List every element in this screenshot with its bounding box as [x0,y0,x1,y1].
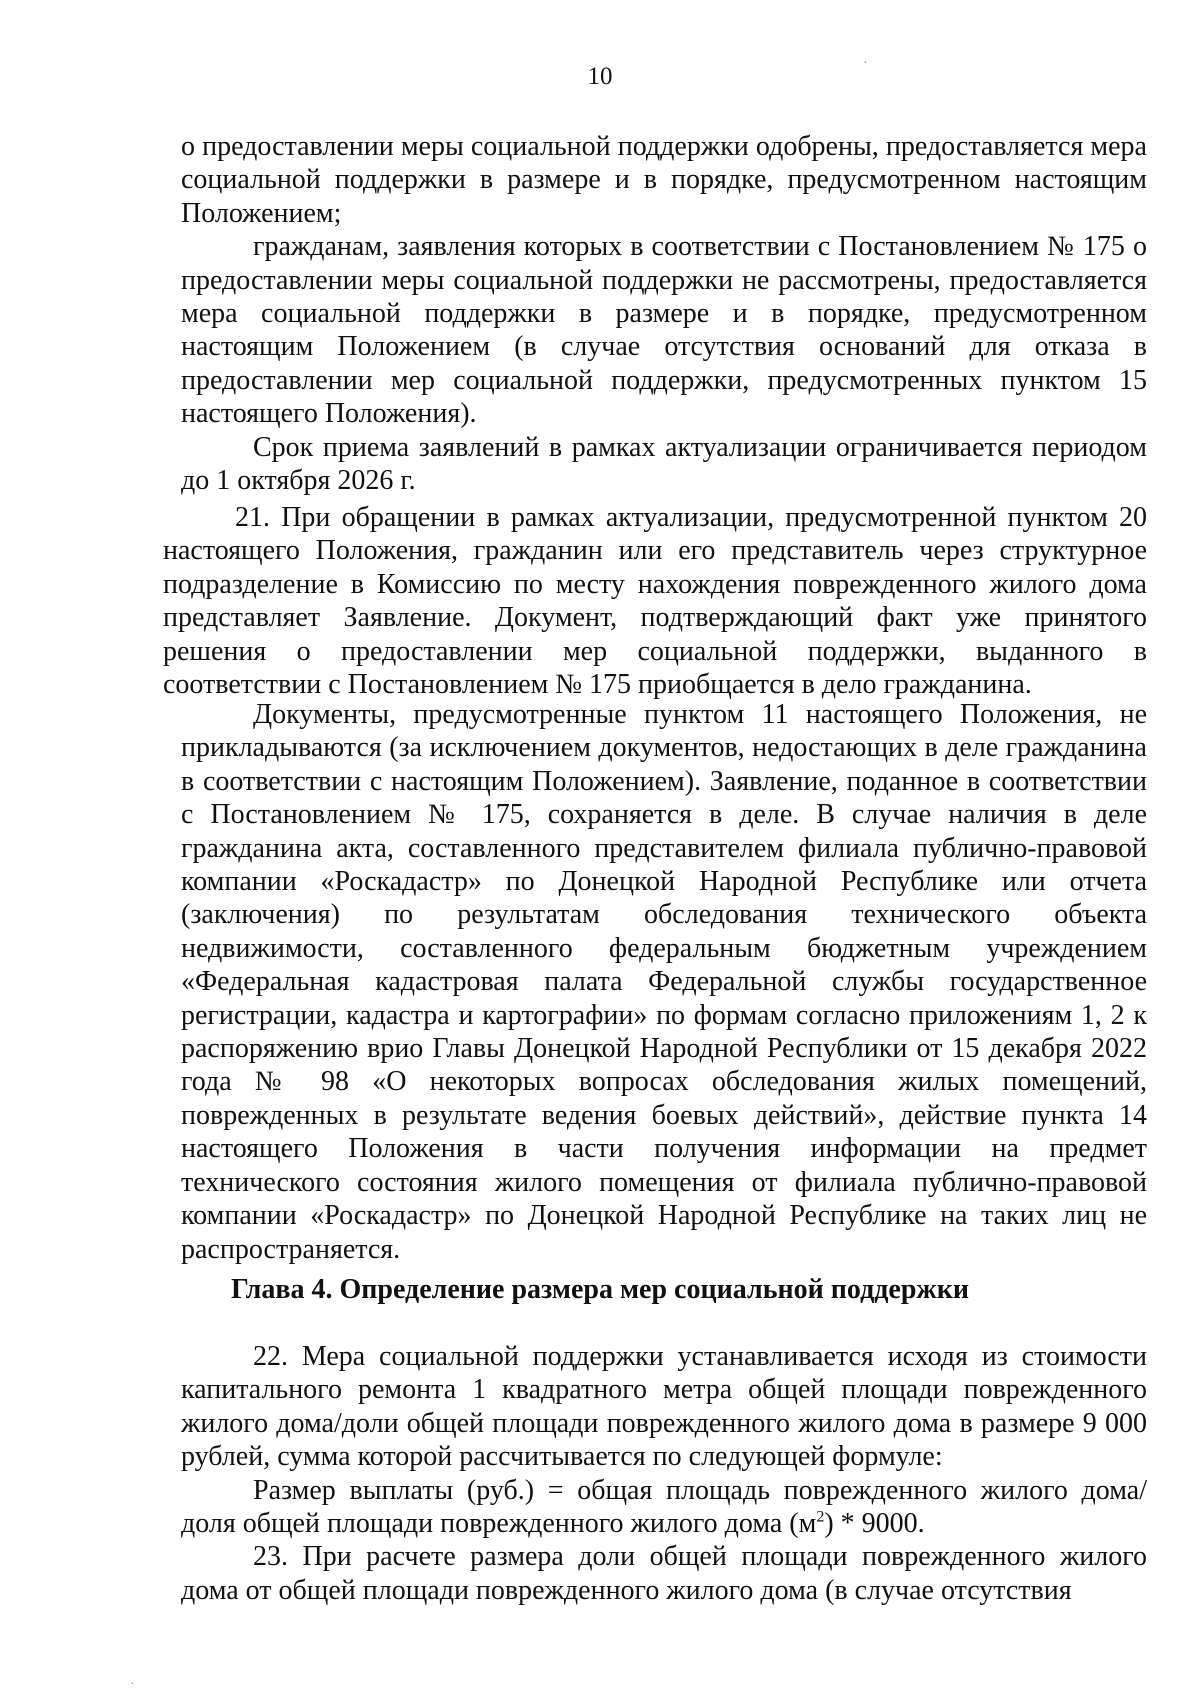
chapter-heading: Глава 4. Определение размера мер социальной поддержки [231,1274,969,1305]
text-block-chapter-4 [181,1340,1147,1607]
paragraph-23: 23. При расчете размера доли общей площади поврежденного жилого дома от общей площади поврежденного жилого дома (в случае отсутствия [181,1541,1147,1606]
scan-speck: · [863,56,868,71]
paragraph-citizens: гражданам, заявления которых в соответствии с Постановлением № 175 о предоставлении меры социальной поддержки не рассмотрены, предоставляется мера социальной поддержки в размере и в порядке, предусмотренном настоящим Положением (в случае отсутствия оснований для отказа в предоставлении мер социальной поддержки, предусмотренных пунктом 15 настоящего Положения). [181,231,1147,430]
scan-speck-bottom: · [130,1677,135,1692]
formula-paragraph [181,1474,1147,1541]
page-number: 10 [587,63,613,90]
formula-exponent: 2 [816,1508,825,1526]
text-block-continuation [181,130,1147,497]
text-block-item-21 [163,501,1147,701]
paragraph-22: 22. Мера социальной поддержки устанавливается исходя из стоимости капитального ремонта 1 квадратного метра общей площади поврежденного жилого дома/доли общей площади поврежденного жилого дома в размере 9 000 рублей, сумма которой рассчитывается по следующей формуле: [181,1341,1147,1473]
formula-text: Размер выплаты (руб.) = общая площадь поврежденного жилого дома/доля общей площади поврежденного жилого дома (м [181,1474,1147,1540]
paragraph-documents: Документы, предусмотренные пунктом 11 настоящего Положения, не прикладываются (за исключением документов, недостающих в деле гражданина в соответствии с настоящим Положением). Заявление, поданное в соответствии с Постановлением № 175, сохраняется в деле. В случае наличия в деле гражданина акта, составленного представителем филиала публично-правовой компании «Роскадастр» по Донецкой Народной Республике или отчета (заключения) по результатам обследования технического объекта недвижимости, составленного федеральным бюджетным учреждением «Федеральная кадастровая палата Федеральной службы государственное регистрации, кадастра и картографии» по формам согласно приложениям 1, 2 к распоряжению врио Главы Донецкой Народной Республики от 15 декабря 2022 года № 98 «О некоторых вопросах обследования жилых помещений, поврежденных в результате ведения боевых действий», действие пункта 14 настоящего Положения в части получения информации на предмет технического состояния жилого помещения от филиала публично-правовой компании «Роскадастр» по Донецкой Народной Республике на таких лиц не распространяется. [181,699,1147,1265]
paragraph-continuation: о предоставлении меры социальной поддержки одобрены, предоставляется мера социальной поддержки в размере и в порядке, предусмотренном настоящим Положением; [181,131,1147,229]
paragraph-deadline: Срок приема заявлений в рамках актуализации ограничивается периодом до 1 октября 2026 г. [181,431,1147,497]
paragraph-21: 21. При обращении в рамках актуализации, предусмотренной пунктом 20 настоящего Положения, гражданин или его представитель через структурное подразделение в Комиссию по месту нахождения поврежденного жилого дома представляет Заявление. Документ, подтверждающий факт уже принятого решения о предоставлении мер социальной поддержки, выданного в соответствии с Постановлением № 175 приобщается в дело гражданина. [163,502,1147,701]
formula-tail: ) * 9000. [824,1508,925,1540]
text-block-documents [181,698,1147,1266]
